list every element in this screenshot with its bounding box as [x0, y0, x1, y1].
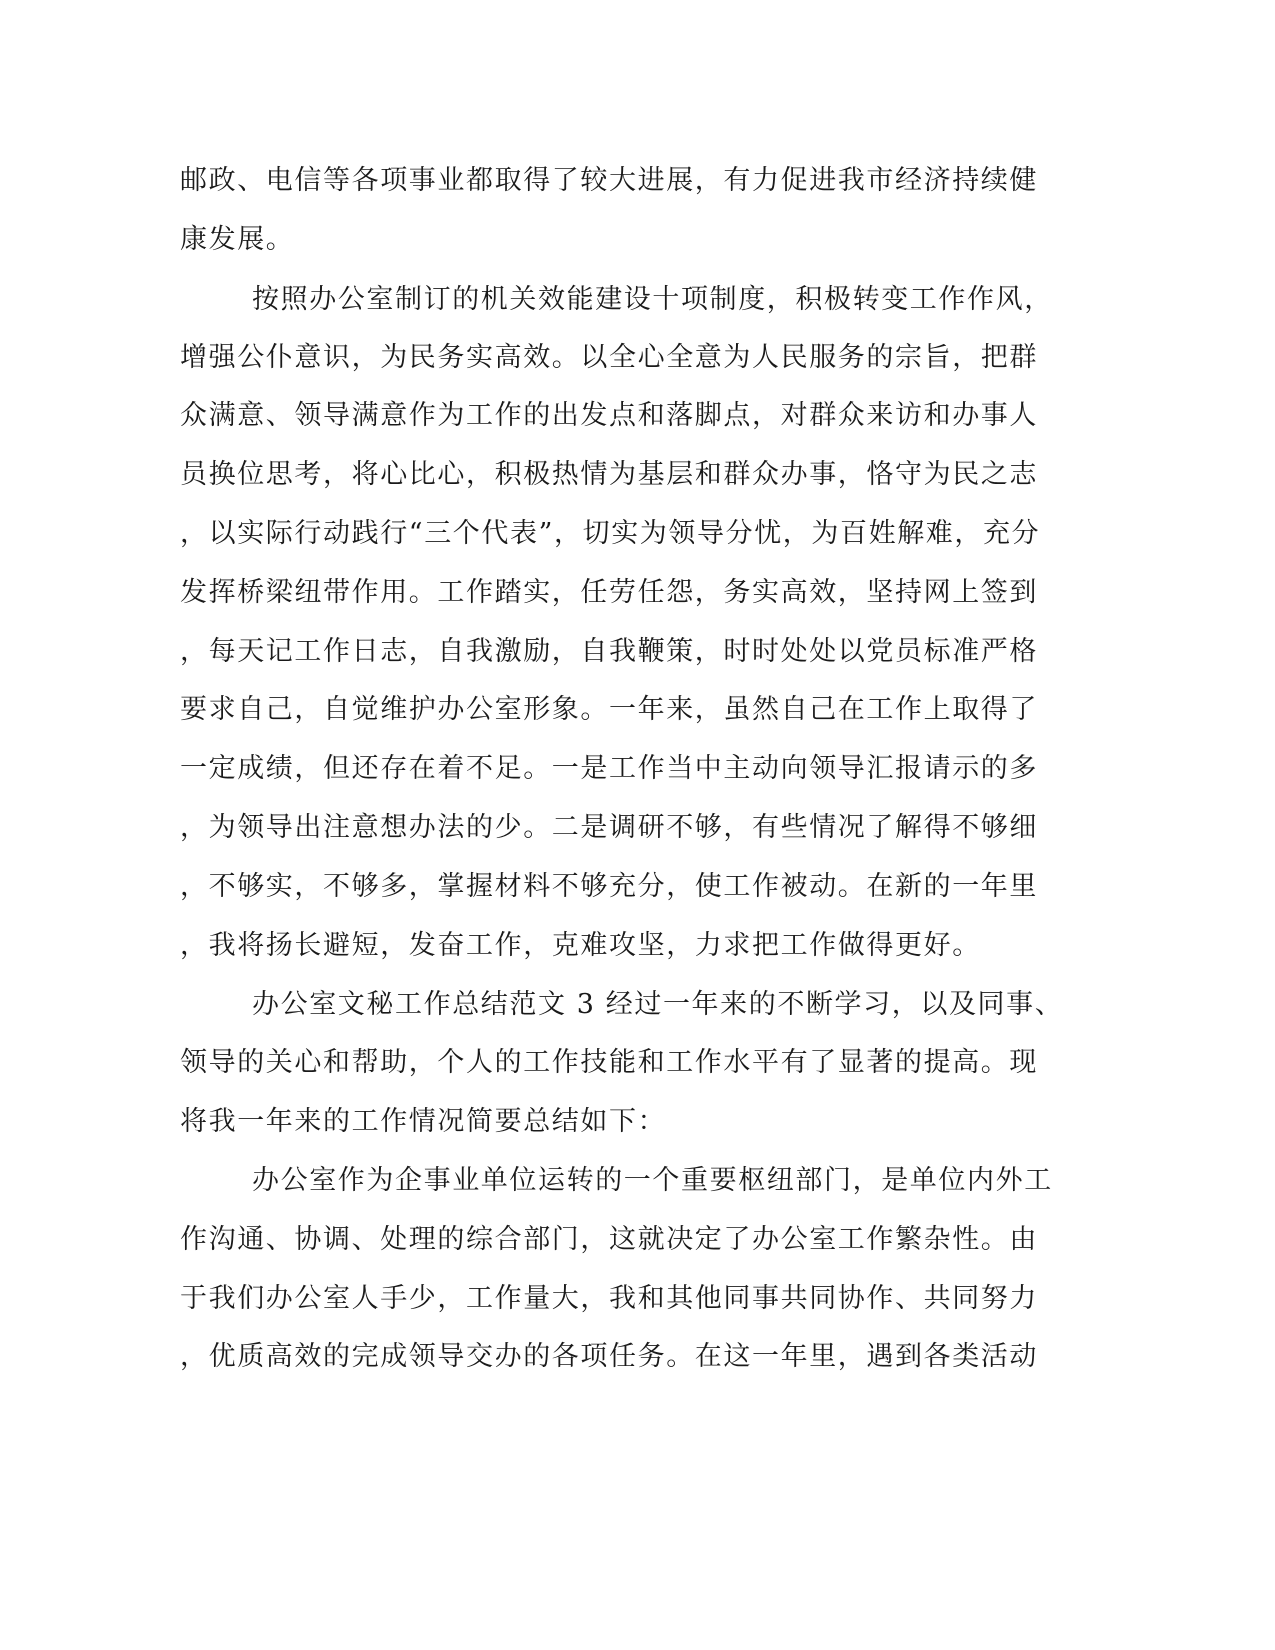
- text-line: ，我将扬长避短，发奋工作，克难攻坚，力求把工作做得更好。: [180, 930, 981, 961]
- text-line: 要求自己，自觉维护办公室形象。一年来，虽然自己在工作上取得了: [180, 694, 1038, 725]
- text-line: 众满意、领导满意作为工作的出发点和落脚点，对群众来访和办事人: [180, 400, 1038, 431]
- text-line: ，以实际行动践行“三个代表”，切实为领导分忧，为百姓解难，充分: [180, 518, 1041, 549]
- text-line: 发挥桥梁纽带作用。工作踏实，任劳任怨，务实高效，坚持网上签到: [180, 577, 1038, 608]
- text-line: ，不够实，不够多，掌握材料不够充分，使工作被动。在新的一年里: [180, 871, 1038, 902]
- text-line: 一定成绩，但还存在着不足。一是工作当中主动向领导汇报请示的多: [180, 753, 1038, 784]
- text-line: 康发展。: [180, 224, 295, 255]
- text-line: 作沟通、协调、处理的综合部门，这就决定了办公室工作繁杂性。由: [180, 1224, 1038, 1255]
- text-line: ，优质高效的完成领导交办的各项任务。在这一年里，遇到各类活动: [180, 1341, 1038, 1372]
- paragraph-first-line: 办公室文秘工作总结范文 3 经过一年来的不断学习，以及同事、: [252, 989, 1064, 1020]
- text-line: 领导的关心和帮助，个人的工作技能和工作水平有了显著的提高。现: [180, 1047, 1038, 1078]
- text-line: 增强公仆意识，为民务实高效。以全心全意为人民服务的宗旨，把群: [180, 342, 1038, 373]
- text-line: ，为领导出注意想办法的少。二是调研不够，有些情况了解得不够细: [180, 812, 1038, 843]
- text-line: 员换位思考，将心比心，积极热情为基层和群众办事，恪守为民之志: [180, 459, 1038, 490]
- paragraph-first-line: 按照办公室制订的机关效能建设十项制度，积极转变工作作风，: [252, 284, 1053, 315]
- text-line: 邮政、电信等各项事业都取得了较大进展，有力促进我市经济持续健: [180, 165, 1038, 196]
- text-line: ，每天记工作日志，自我激励，自我鞭策，时时处处以党员标准严格: [180, 636, 1038, 667]
- text-line: 将我一年来的工作情况简要总结如下：: [180, 1106, 667, 1137]
- paragraph-first-line: 办公室作为企事业单位运转的一个重要枢纽部门，是单位内外工: [252, 1165, 1053, 1196]
- text-line: 于我们办公室人手少，工作量大，我和其他同事共同协作、共同努力: [180, 1283, 1038, 1314]
